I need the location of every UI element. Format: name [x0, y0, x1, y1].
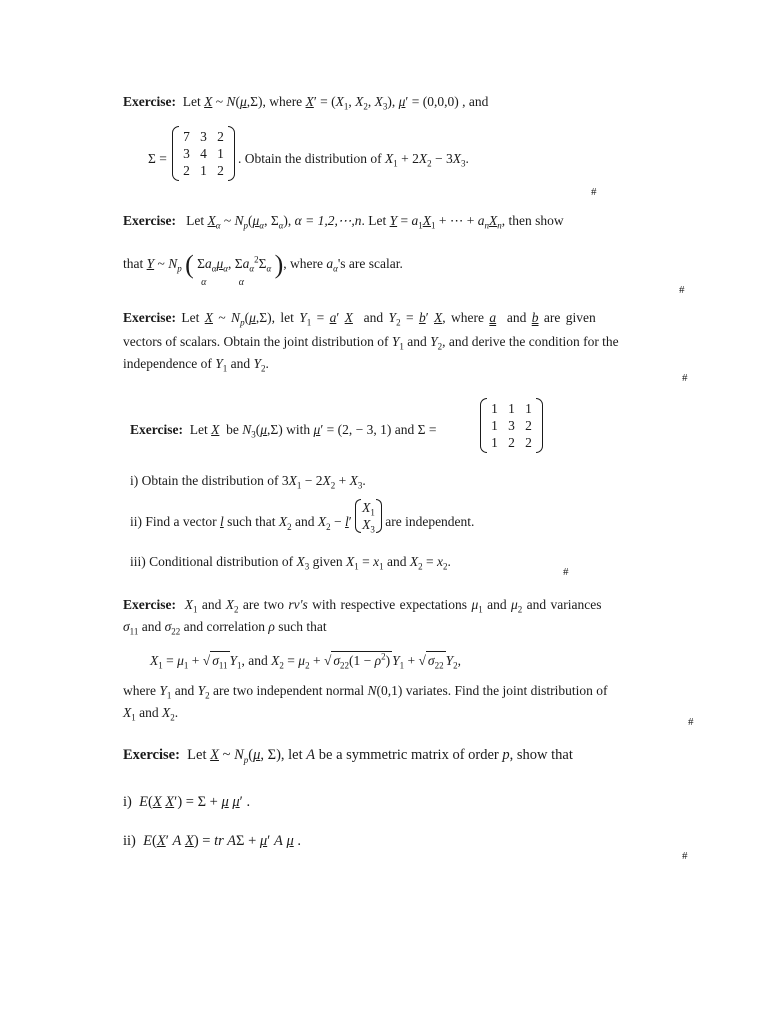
- matrix-cell: 2: [183, 163, 190, 178]
- exercise-4-line1: Exercise: Let X be $N_3(\mu,\Sigma)$ with μ′ = (2, − 3, 1) and Σ =: [130, 422, 437, 440]
- end-mark: #: [688, 716, 694, 728]
- matrix-cell: 1: [217, 146, 224, 161]
- end-mark: #: [563, 566, 569, 578]
- line-text: are two: [242, 597, 284, 612]
- line-text: , let: [280, 747, 303, 763]
- line-text: independence of: [123, 356, 212, 371]
- matrix-cell: 1: [491, 418, 498, 433]
- part-text: such that: [227, 514, 276, 530]
- exercise-label: Exercise:: [123, 310, 176, 325]
- exercise-5-line1: Exercise: $X_1$ and $X_2$ are two rv's with respective expectations $\mu_1$ and $\mu_2$ and variances: [123, 597, 602, 615]
- exercise-2-line1: Exercise: Let $X_\alpha$ ~ $N_p(\mu_\alpha$, $\Sigma_\alpha$), α = 1,2,⋯,n. Let $Y = a_1X_1$ + ⋯ + $a_nX_n$, then show: [123, 213, 564, 231]
- exercise-4-part-ii: ii) Find a vector l such that $X_2$ and $X_2 - l'$ $X_1$ $X_3$ are independent.: [130, 500, 475, 535]
- then-show: , then show: [501, 213, 564, 228]
- matrix-cell: 3: [508, 418, 515, 433]
- exercise-3-line3: independence of $Y_1$ and $Y_2$.: [123, 356, 269, 374]
- exercise-3-line2: vectors of scalars. Obtain the joint distribution of $Y_1$ and $Y_2$, and derive the condition for the: [123, 334, 619, 352]
- exercise-label: Exercise:: [123, 747, 180, 763]
- exercise-6-part-ii: ii) E(X′ A X) = tr AΣ + μ′ A μ .: [123, 833, 301, 849]
- matrix-cell: 3: [183, 146, 190, 161]
- matrix-cell: 1: [508, 401, 515, 416]
- are-scalar-text: are scalar.: [348, 256, 403, 271]
- exercise-5-line4: where $Y_1$ and $Y_2$ are two independent normal N(0,1) variates. Find the joint distribution of: [123, 683, 608, 701]
- line-text: variates. Find the joint distribution of: [405, 683, 608, 698]
- exercise-5-line5: $X_1$ and $X_2$.: [123, 705, 179, 723]
- exercise-1-line1: Exercise: Let X ~ N(μ,Σ), where $X' = (X_1$, $X_2$, $X_3$), μ′ = (0,0,0) , and: [123, 94, 489, 112]
- sigma-matrix-2: [480, 398, 543, 453]
- part-text: iii) Conditional distribution of: [130, 554, 294, 569]
- line-text: vectors of scalars. Obtain the joint distribution of: [123, 334, 389, 349]
- mu-value: = (2, − 3, 1): [326, 422, 392, 437]
- line-text: be a symmetric matrix of order: [318, 747, 499, 763]
- matrix-cell: 1: [491, 401, 498, 416]
- sigma-label: Σ =: [148, 151, 167, 166]
- exercise-3-line1: Exercise: Let X ~ $N_p(\mu,\Sigma)$, let $Y_1 = a'$ X and $Y_2 = b'$ X, where a and b are given: [123, 310, 596, 328]
- exercise-1-question: . Obtain the distribution of $X_1 + 2X_2 - 3X_3$.: [238, 151, 469, 169]
- line-text: and variances: [526, 597, 602, 612]
- word: be: [226, 422, 239, 437]
- end-mark: #: [591, 186, 597, 198]
- word: with: [286, 422, 311, 437]
- end-mark: #: [682, 372, 688, 384]
- matrix-cell: 1: [525, 401, 532, 416]
- matrix-cell: 4: [200, 146, 207, 161]
- part-label: i): [123, 794, 132, 810]
- matrix-cell: 2: [217, 129, 224, 144]
- part-text: given: [312, 554, 343, 569]
- exercise-5-line2: $\sigma_{11}$ and $\sigma_{22}$ and correlation ρ such that: [123, 619, 327, 637]
- question-text: . Obtain the distribution of: [238, 151, 382, 166]
- end-mark: #: [682, 850, 688, 862]
- end-mark: #: [679, 284, 685, 296]
- part-text: are independent.: [385, 514, 475, 530]
- sigma-matrix-1: [172, 126, 235, 181]
- line-text: such that: [278, 619, 327, 634]
- part-text: ii) Find a vector: [130, 514, 217, 530]
- line-text: where: [123, 683, 156, 698]
- matrix-cell: 7: [183, 129, 190, 144]
- line-text: with respective expectations: [312, 597, 468, 612]
- where-text: , where: [283, 256, 323, 271]
- word: and: [394, 422, 415, 437]
- exercise-4-part-i: i) Obtain the distribution of $3X_1 - 2X_2 + X_3$.: [130, 473, 366, 491]
- exercise-6-part-i: i) E(X X′) = Σ + μ μ′ .: [123, 794, 251, 810]
- exercise-4-part-iii: iii) Conditional distribution of $X_3$ given $X_1 = x_1$ and $X_2 = x_2$.: [130, 554, 451, 572]
- exercise-label: Exercise:: [130, 422, 183, 437]
- that-text: that: [123, 256, 144, 271]
- line-text: are two independent normal: [213, 683, 365, 698]
- exercise-label: Exercise:: [123, 597, 176, 612]
- matrix-cell: 1: [200, 163, 207, 178]
- exercise-label: Exercise:: [123, 213, 176, 228]
- line-text: and correlation: [183, 619, 265, 634]
- alpha-range: α = 1,2,⋯,n: [294, 213, 362, 228]
- part-text: i) Obtain the distribution of: [130, 473, 279, 488]
- matrix-cell: 2: [525, 435, 532, 450]
- line-text: , and derive the condition for the: [442, 334, 619, 349]
- exercise-5-equation: $X_1 = \mu_1$ + √ $\sigma_{11}$ $Y_1$, and $X_2 = \mu_2$ + √ $\sigma_{22}(1 - \rho^2) Y_1$ + √ $\sigma_{22}$ $Y_2$,: [150, 651, 461, 671]
- line-text: rv's: [288, 597, 308, 612]
- exercise-label: Exercise:: [123, 94, 176, 109]
- matrix-cell: 1: [491, 435, 498, 450]
- matrix-cell: 2: [508, 435, 515, 450]
- exercise-2-line2: that Y ~ $N_p$ ( $\Sigma a_\alpha\mu_\alpha$ α , $\Sigma a_\alpha^2\Sigma_\alpha$ α ), where $a_\alpha's$ are scalar.: [123, 250, 403, 288]
- part-label: ii): [123, 833, 136, 849]
- matrix-cell: 2: [525, 418, 532, 433]
- line-text: , show that: [509, 747, 573, 763]
- matrix-cell: 3: [200, 129, 207, 144]
- exercise-6-line1: Exercise: Let X ~ $N_p(\mu$, Σ), let A be a symmetric matrix of order p, show that: [123, 747, 573, 765]
- matrix-cell: 2: [217, 163, 224, 178]
